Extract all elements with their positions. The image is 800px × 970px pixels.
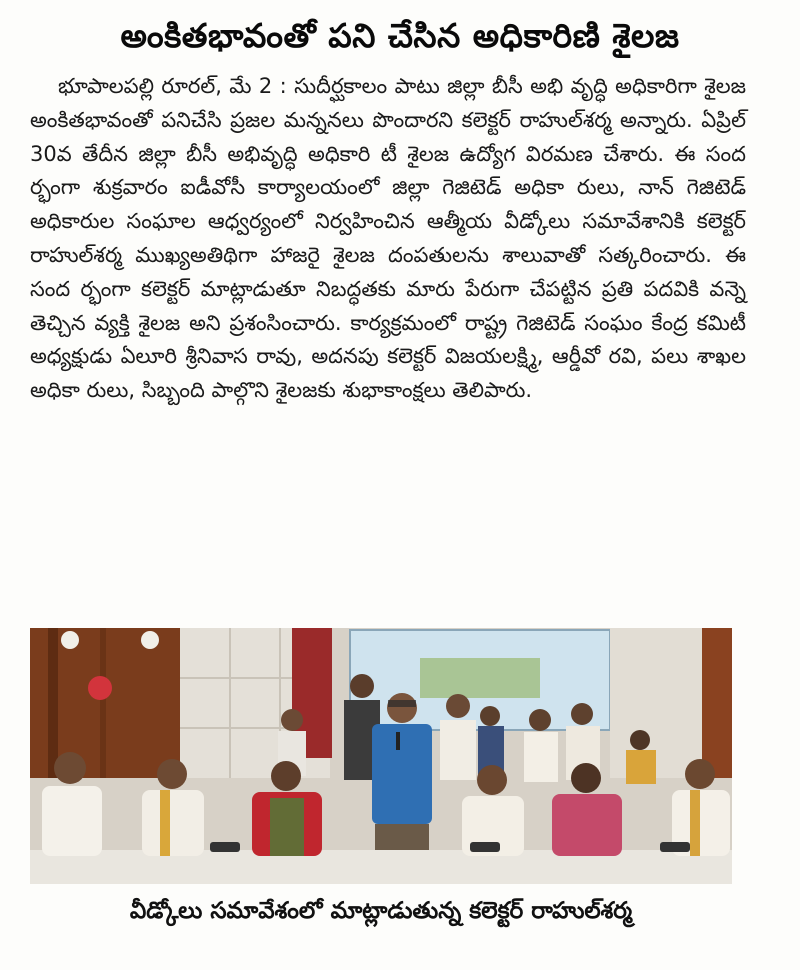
article-headline: అంకితభావంతో పని చేసిన అధికారిణి శైలజ: [120, 16, 680, 55]
article-paragraph: భూపాలపల్లి రూరల్, మే 2 : సుదీర్ఘకాలం పాటు జిల్లా బీసీ అభి వృద్ధి అధికారిగా శైలజ అంకితభావంతో పనిచేసి ప్రజల మన్ననలు పొందారని కలెక్టర్ రాహుల్‌శర్మ అన్నారు. ఏప్రిల్ 30వ తేదీన జిల్లా బీసీ అభివృద్ధి అధికారి టీ శైలజ ఉద్యోగ విరమణ చేశారు. ఈ సంద ర్భంగా శుక్రవారం ఐడీవోసీ కార్యాలయంలో జిల్లా గెజిటెడ్ అధికా రులు, నాన్ గెజిటెడ్ అధికారుల సంఘాల ఆధ్వర్యంలో నిర్వహించిన ఆత్మీయ వీడ్కోలు సమావేశానికి కలెక్టర్ రాహుల్‌శర్మ ముఖ్యఅతిథిగా హాజరై శైలజ దంపతులను శాలువాతో సత్కరించారు. ఈ సంద ర్భంగా కలెక్టర్ మాట్లాడుతూ నిబద్ధతకు మారు పేరుగా చేపట్టిన ప్రతి పదవికి వన్నె తెచ్చిన వ్యక్తి శైలజ అని ప్రశంసించారు. కార్యక్రమంలో రాష్ట్ర గెజిటెడ్ సంఘం కేంద్ర కమిటీ అధ్యక్షుడు ఏలూరి శ్రీనివాస రావు, అదనపు కలెక్టర్ విజయలక్ష్మి, ఆర్డీవో రవి, పలు శాఖల అధికా రులు, సిబ్బంది పాల్గొని శైలజకు శుభాకాంక్షలు తెలిపారు.: [30, 74, 746, 403]
article-body: [30, 70, 746, 408]
farewell-meeting-photo: [30, 628, 732, 884]
photo-caption: వీడ్కోలు సమావేశంలో మాట్లాడుతున్న కలెక్టర్ రాహుల్‌శర్మ: [129, 898, 633, 924]
event-photo: [30, 628, 732, 884]
front-table: [30, 850, 732, 884]
flower-decoration: [88, 676, 112, 700]
